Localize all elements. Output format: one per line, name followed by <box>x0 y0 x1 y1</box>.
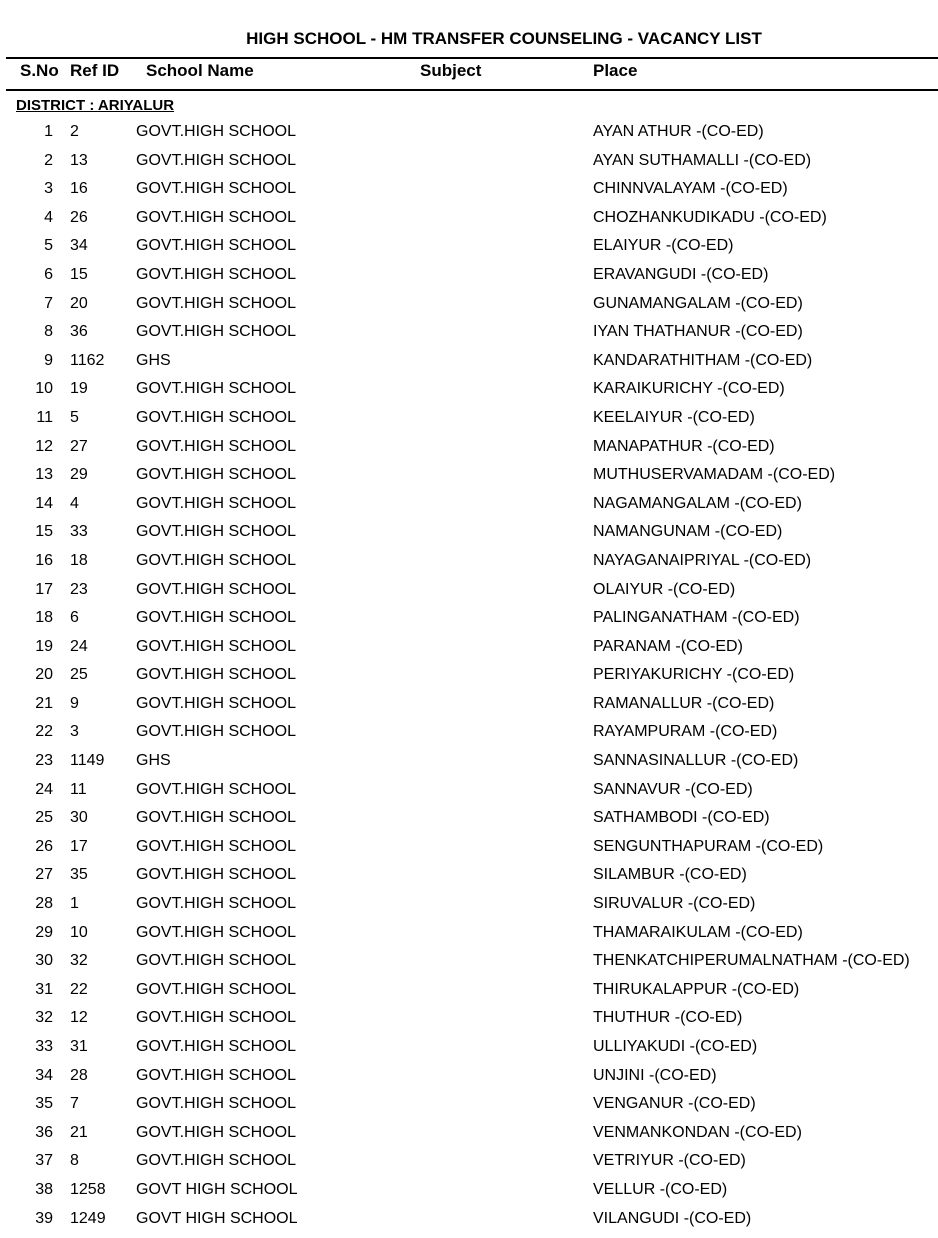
row-ref-id: 1162 <box>70 351 105 369</box>
table-row <box>0 463 938 492</box>
header-bottom-rule <box>6 89 938 91</box>
row-ref-id: 16 <box>70 180 88 198</box>
row-place: OLAIYUR -(CO-ED) <box>593 580 736 598</box>
row-sno: 3 <box>44 180 53 198</box>
vacancy-table-body <box>0 120 938 1235</box>
row-sno: 31 <box>35 980 53 998</box>
row-ref-id: 35 <box>70 866 88 884</box>
table-row <box>0 549 938 578</box>
row-ref-id: 9 <box>70 694 79 712</box>
row-sno: 14 <box>35 494 53 512</box>
row-ref-id: 20 <box>70 294 88 312</box>
table-row <box>0 349 938 378</box>
page-title: HIGH SCHOOL - HM TRANSFER COUNSELING - VACANCY LIST <box>246 29 762 48</box>
row-place: SANNAVUR -(CO-ED) <box>593 780 753 798</box>
row-place: THIRUKALAPPUR -(CO-ED) <box>593 980 800 998</box>
table-row <box>0 206 938 235</box>
row-place: SILAMBUR -(CO-ED) <box>593 866 747 884</box>
table-row <box>0 234 938 263</box>
row-place: MANAPATHUR -(CO-ED) <box>593 437 775 455</box>
row-sno: 17 <box>35 580 53 598</box>
row-place: SANNASINALLUR -(CO-ED) <box>593 752 799 770</box>
table-row <box>0 1178 938 1207</box>
row-school-name: GOVT.HIGH SCHOOL <box>136 952 297 970</box>
row-place: AYAN ATHUR -(CO-ED) <box>593 123 764 140</box>
row-ref-id: 1 <box>70 895 79 913</box>
table-row <box>0 320 938 349</box>
column-header-subject: Subject <box>420 61 482 80</box>
row-school-name: GOVT.HIGH SCHOOL <box>136 1009 297 1027</box>
row-school-name: GOVT.HIGH SCHOOL <box>136 494 297 512</box>
table-row <box>0 1207 938 1236</box>
header-top-rule <box>6 57 938 59</box>
row-school-name: GOVT.HIGH SCHOOL <box>136 980 297 998</box>
row-school-name: GOVT.HIGH SCHOOL <box>136 151 297 169</box>
row-school-name: GOVT.HIGH SCHOOL <box>136 837 297 855</box>
row-ref-id: 22 <box>70 980 88 998</box>
row-ref-id: 30 <box>70 809 88 827</box>
column-header-sno: S.No <box>20 61 59 80</box>
row-ref-id: 3 <box>70 723 79 741</box>
row-school-name: GOVT.HIGH SCHOOL <box>136 551 297 569</box>
row-sno: 10 <box>35 380 53 398</box>
row-school-name: GOVT.HIGH SCHOOL <box>136 723 297 741</box>
row-ref-id: 27 <box>70 437 88 455</box>
row-sno: 23 <box>35 752 53 770</box>
row-place: ELAIYUR -(CO-ED) <box>593 237 734 255</box>
row-place: CHINNVALAYAM -(CO-ED) <box>593 180 788 198</box>
row-sno: 1 <box>44 123 53 140</box>
table-row <box>0 406 938 435</box>
row-sno: 9 <box>44 351 53 369</box>
row-ref-id: 1149 <box>70 752 105 770</box>
row-ref-id: 23 <box>70 580 88 598</box>
row-sno: 24 <box>35 780 53 798</box>
row-ref-id: 7 <box>70 1095 79 1113</box>
row-place: RAMANALLUR -(CO-ED) <box>593 694 775 712</box>
row-sno: 37 <box>35 1152 53 1170</box>
row-sno: 26 <box>35 837 53 855</box>
row-ref-id: 24 <box>70 637 88 655</box>
row-place: PERIYAKURICHY -(CO-ED) <box>593 666 795 684</box>
row-sno: 27 <box>35 866 53 884</box>
row-place: AYAN SUTHAMALLI -(CO-ED) <box>593 151 812 169</box>
row-ref-id: 19 <box>70 380 88 398</box>
table-row <box>0 749 938 778</box>
row-place: GUNAMANGALAM -(CO-ED) <box>593 294 803 312</box>
row-school-name: GOVT.HIGH SCHOOL <box>136 237 297 255</box>
row-sno: 5 <box>44 237 53 255</box>
row-place: NAGAMANGALAM -(CO-ED) <box>593 494 802 512</box>
row-school-name: GOVT.HIGH SCHOOL <box>136 294 297 312</box>
row-place: THENKATCHIPERUMALNATHAM -(CO-ED) <box>593 952 910 970</box>
row-place: THAMARAIKULAM -(CO-ED) <box>593 923 803 941</box>
row-ref-id: 6 <box>70 609 79 627</box>
row-place: CHOZHANKUDIKADU -(CO-ED) <box>593 208 827 226</box>
row-school-name: GOVT.HIGH SCHOOL <box>136 666 297 684</box>
row-sno: 29 <box>35 923 53 941</box>
row-ref-id: 2 <box>70 123 79 140</box>
row-sno: 13 <box>35 466 53 484</box>
row-place: ULLIYAKUDI -(CO-ED) <box>593 1038 758 1055</box>
table-row <box>0 663 938 692</box>
row-place: THUTHUR -(CO-ED) <box>593 1009 743 1027</box>
row-school-name: GHS <box>136 752 171 770</box>
table-row <box>0 1092 938 1121</box>
row-ref-id: 29 <box>70 466 88 484</box>
row-ref-id: 13 <box>70 151 88 169</box>
column-header-place: Place <box>593 61 638 80</box>
table-row <box>0 292 938 321</box>
row-ref-id: 8 <box>70 1152 79 1170</box>
row-school-name: GHS <box>136 351 171 369</box>
row-ref-id: 1249 <box>70 1209 106 1227</box>
table-row <box>0 863 938 892</box>
row-sno: 33 <box>35 1038 53 1055</box>
row-sno: 38 <box>35 1180 53 1198</box>
table-row <box>0 1035 938 1064</box>
row-place: PALINGANATHAM -(CO-ED) <box>593 609 800 627</box>
row-school-name: GOVT.HIGH SCHOOL <box>136 780 297 798</box>
row-sno: 4 <box>44 208 53 226</box>
row-ref-id: 5 <box>70 408 79 426</box>
row-school-name: GOVT.HIGH SCHOOL <box>136 437 297 455</box>
row-sno: 36 <box>35 1123 53 1141</box>
row-sno: 15 <box>35 523 53 541</box>
table-row <box>0 377 938 406</box>
row-sno: 7 <box>44 294 53 312</box>
row-ref-id: 32 <box>70 952 88 970</box>
row-school-name: GOVT.HIGH SCHOOL <box>136 580 297 598</box>
row-place: ERAVANGUDI -(CO-ED) <box>593 265 769 283</box>
row-sno: 35 <box>35 1095 53 1113</box>
row-place: VENGANUR -(CO-ED) <box>593 1095 756 1113</box>
table-row <box>0 921 938 950</box>
row-sno: 2 <box>44 151 53 169</box>
row-sno: 21 <box>35 694 53 712</box>
row-sno: 32 <box>35 1009 53 1027</box>
table-row <box>0 778 938 807</box>
row-school-name: GOVT.HIGH SCHOOL <box>136 637 297 655</box>
table-row <box>0 1121 938 1150</box>
row-sno: 11 <box>36 408 53 426</box>
row-school-name: GOVT.HIGH SCHOOL <box>136 866 297 884</box>
table-row <box>0 177 938 206</box>
table-row <box>0 1006 938 1035</box>
row-place: KEELAIYUR -(CO-ED) <box>593 408 755 426</box>
row-sno: 34 <box>35 1066 53 1084</box>
row-school-name: GOVT.HIGH SCHOOL <box>136 380 297 398</box>
table-row <box>0 120 938 149</box>
row-school-name: GOVT HIGH SCHOOL <box>136 1180 298 1198</box>
row-sno: 22 <box>35 723 53 741</box>
row-school-name: GOVT.HIGH SCHOOL <box>136 208 297 226</box>
row-school-name: GOVT.HIGH SCHOOL <box>136 1095 297 1113</box>
row-place: SIRUVALUR -(CO-ED) <box>593 895 756 913</box>
row-ref-id: 28 <box>70 1066 88 1084</box>
row-school-name: GOVT.HIGH SCHOOL <box>136 923 297 941</box>
row-place: SATHAMBODI -(CO-ED) <box>593 809 770 827</box>
row-school-name: GOVT.HIGH SCHOOL <box>136 609 297 627</box>
table-row <box>0 720 938 749</box>
row-sno: 19 <box>35 637 53 655</box>
row-ref-id: 21 <box>70 1123 88 1141</box>
district-heading: DISTRICT : ARIYALUR <box>16 97 175 114</box>
row-sno: 30 <box>35 952 53 970</box>
table-row <box>0 435 938 464</box>
row-sno: 39 <box>35 1209 53 1227</box>
row-place: SENGUNTHAPURAM -(CO-ED) <box>593 837 824 855</box>
table-row <box>0 835 938 864</box>
row-sno: 8 <box>44 323 53 341</box>
row-school-name: GOVT.HIGH SCHOOL <box>136 466 297 484</box>
row-school-name: GOVT.HIGH SCHOOL <box>136 895 297 913</box>
row-ref-id: 31 <box>70 1038 88 1055</box>
row-school-name: GOVT.HIGH SCHOOL <box>136 694 297 712</box>
column-header-ref-id: Ref ID <box>70 61 120 80</box>
table-row <box>0 635 938 664</box>
row-school-name: GOVT.HIGH SCHOOL <box>136 265 297 283</box>
table-row <box>0 1149 938 1178</box>
table-row <box>0 978 938 1007</box>
row-sno: 12 <box>35 437 53 455</box>
row-place: NAMANGUNAM -(CO-ED) <box>593 523 783 541</box>
row-ref-id: 10 <box>70 923 88 941</box>
row-ref-id: 25 <box>70 666 88 684</box>
row-place: UNJINI -(CO-ED) <box>593 1066 717 1084</box>
table-row <box>0 806 938 835</box>
row-ref-id: 18 <box>70 551 88 569</box>
table-row <box>0 1064 938 1093</box>
table-row <box>0 149 938 178</box>
row-place: VILANGUDI -(CO-ED) <box>593 1209 752 1227</box>
row-ref-id: 12 <box>70 1009 88 1027</box>
table-row <box>0 492 938 521</box>
row-school-name: GOVT.HIGH SCHOOL <box>136 1066 297 1084</box>
row-school-name: GOVT.HIGH SCHOOL <box>136 123 297 140</box>
row-place: NAYAGANAIPRIYAL -(CO-ED) <box>593 551 812 569</box>
table-row <box>0 692 938 721</box>
table-row <box>0 606 938 635</box>
row-sno: 16 <box>35 551 53 569</box>
row-sno: 28 <box>35 895 53 913</box>
column-header-school-name: School Name <box>146 61 254 80</box>
row-place: RAYAMPURAM -(CO-ED) <box>593 723 778 741</box>
row-ref-id: 17 <box>70 837 88 855</box>
row-school-name: GOVT.HIGH SCHOOL <box>136 1123 297 1141</box>
row-place: VETRIYUR -(CO-ED) <box>593 1152 746 1170</box>
row-sno: 25 <box>35 809 53 827</box>
row-place: IYAN THATHANUR -(CO-ED) <box>593 323 803 341</box>
row-ref-id: 26 <box>70 208 88 226</box>
row-place: VENMANKONDAN -(CO-ED) <box>593 1123 802 1141</box>
table-row <box>0 892 938 921</box>
row-ref-id: 15 <box>70 265 88 283</box>
row-school-name: GOVT.HIGH SCHOOL <box>136 1152 297 1170</box>
row-school-name: GOVT.HIGH SCHOOL <box>136 809 297 827</box>
row-sno: 20 <box>35 666 53 684</box>
row-place: VELLUR -(CO-ED) <box>593 1180 728 1198</box>
row-school-name: GOVT.HIGH SCHOOL <box>136 323 297 341</box>
row-place: MUTHUSERVAMADAM -(CO-ED) <box>593 466 836 484</box>
table-row <box>0 578 938 607</box>
row-ref-id: 34 <box>70 237 88 255</box>
row-sno: 18 <box>35 609 53 627</box>
row-sno: 6 <box>44 265 53 283</box>
row-ref-id: 1258 <box>70 1180 106 1198</box>
row-school-name: GOVT.HIGH SCHOOL <box>136 408 297 426</box>
row-school-name: GOVT.HIGH SCHOOL <box>136 523 297 541</box>
row-place: PARANAM -(CO-ED) <box>593 637 743 655</box>
table-row <box>0 949 938 978</box>
row-school-name: GOVT.HIGH SCHOOL <box>136 1038 297 1055</box>
row-school-name: GOVT HIGH SCHOOL <box>136 1209 298 1227</box>
table-row <box>0 263 938 292</box>
row-ref-id: 4 <box>70 494 79 512</box>
row-school-name: GOVT.HIGH SCHOOL <box>136 180 297 198</box>
table-row <box>0 520 938 549</box>
row-ref-id: 11 <box>70 780 87 798</box>
row-ref-id: 33 <box>70 523 88 541</box>
row-ref-id: 36 <box>70 323 88 341</box>
row-place: KARAIKURICHY -(CO-ED) <box>593 380 785 398</box>
row-place: KANDARATHITHAM -(CO-ED) <box>593 351 813 369</box>
